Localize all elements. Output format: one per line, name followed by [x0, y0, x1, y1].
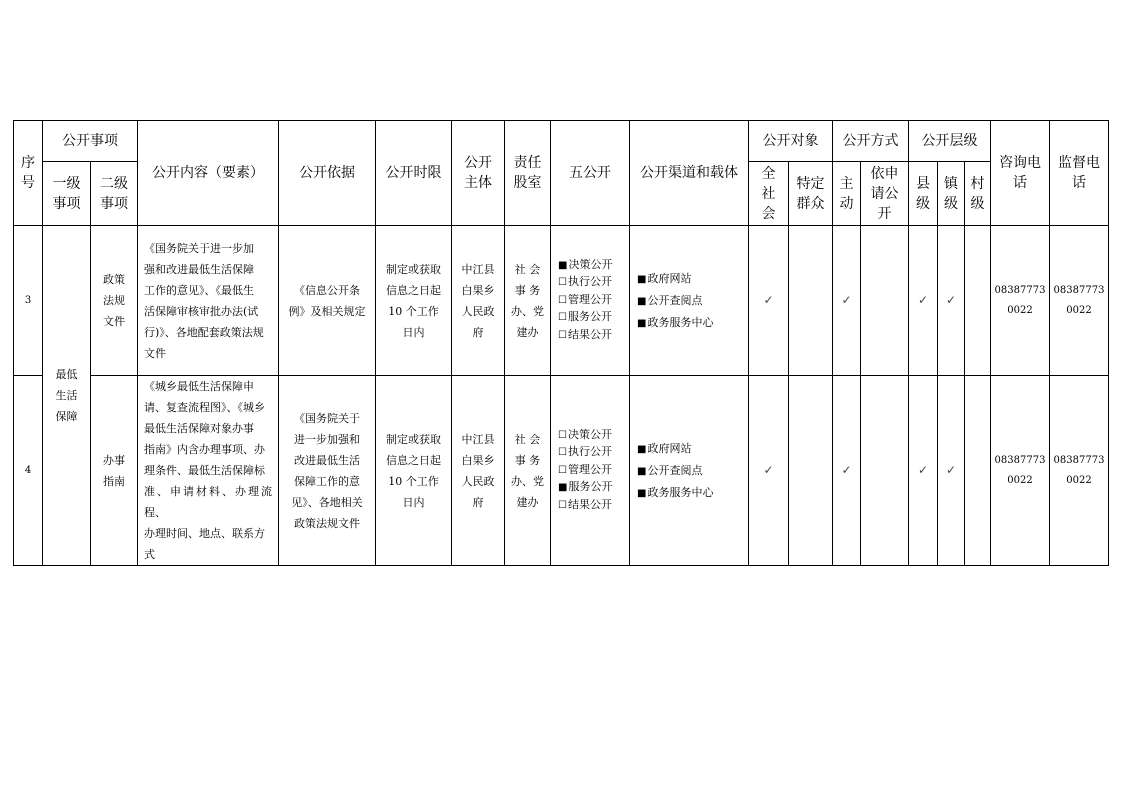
row-level2: 办事 指南 — [91, 376, 138, 566]
check-level-town: ✓ — [938, 226, 965, 376]
row-channel-list — [630, 226, 749, 376]
channel-item: ■政府网站 — [637, 441, 692, 455]
row-subject: 中江县 白果乡 人民政 府 — [452, 226, 505, 376]
five-item: ☐执行公开 — [558, 445, 612, 459]
header-target-specific: 特定 群众 — [789, 162, 833, 226]
check-target-all: ✓ — [749, 226, 789, 376]
header-target-all: 全 社 会 — [749, 162, 789, 226]
check-method-active: ✓ — [833, 376, 861, 566]
five-item: ■决策公开 — [558, 257, 613, 271]
five-item: ☐服务公开 — [558, 310, 612, 324]
header-seq: 序 号 — [14, 121, 43, 226]
header-method: 公开方式 — [833, 121, 909, 162]
header-level-county: 县 级 — [909, 162, 938, 226]
five-item: ☐管理公开 — [558, 292, 612, 306]
disclosure-table — [13, 120, 1109, 566]
channel-item: ■公开查阅点 — [637, 463, 703, 477]
row-content: 《国务院关于进一步加 强和改进最低生活保障 工作的意见》、《最低生 活保障审核审批办法(试 行)》、各地配套政策法规 文件 — [138, 226, 279, 376]
five-item: ☐决策公开 — [558, 427, 612, 441]
check-target-specific — [789, 226, 833, 376]
five-item: ☐管理公开 — [558, 462, 612, 476]
header-supervise-phone: 监督电 话 — [1050, 121, 1109, 226]
header-five: 五公开 — [551, 121, 630, 226]
row-office: 社 会 事 务 办、党 建办 — [505, 226, 551, 376]
header-level-town: 镇 级 — [938, 162, 965, 226]
check-level-county: ✓ — [909, 226, 938, 376]
header-row-1 — [14, 121, 1109, 162]
five-item: ☐执行公开 — [558, 275, 612, 289]
header-public-item: 公开事项 — [43, 121, 138, 162]
row-office: 社 会 事 务 办、党 建办 — [505, 376, 551, 566]
row-timelimit: 制定或获取 信息之日起 10 个工作 日内 — [376, 226, 452, 376]
row-content: 《城乡最低生活保障申 请、复查流程图》、《城乡 最低生活保障对象办事 指南》内含办理事项、办 理条件、最低生活保障标 准、申请材料、办理流程、 办理时间、地点、联系方 式 — [138, 376, 279, 566]
header-level-village: 村 级 — [965, 162, 991, 226]
consult-phone: 08387773 0022 — [991, 226, 1050, 376]
header-basis: 公开依据 — [279, 121, 376, 226]
row-channel-list — [630, 376, 749, 566]
row-level2: 政策 法规 文件 — [91, 226, 138, 376]
row-five-list — [551, 376, 630, 566]
header-office: 责任 股室 — [505, 121, 551, 226]
row-subject: 中江县 白果乡 人民政 府 — [452, 376, 505, 566]
row-seq: 4 — [14, 376, 43, 566]
check-target-specific — [789, 376, 833, 566]
header-level1: 一级 事项 — [43, 162, 91, 226]
supervise-phone: 08387773 0022 — [1050, 376, 1109, 566]
header-consult-phone: 咨询电 话 — [991, 121, 1050, 226]
five-item: ☐结果公开 — [558, 497, 612, 511]
supervise-phone: 08387773 0022 — [1050, 226, 1109, 376]
check-level-county: ✓ — [909, 376, 938, 566]
header-timelimit: 公开时限 — [376, 121, 452, 226]
row-basis: 《国务院关于 进一步加强和 改进最低生活 保障工作的意 见》、各地相关 政策法规文件 — [279, 376, 376, 566]
header-method-request: 依申 请公 开 — [861, 162, 909, 226]
check-level-village — [965, 226, 991, 376]
header-method-active: 主 动 — [833, 162, 861, 226]
channel-item: ■政务服务中心 — [637, 315, 714, 329]
header-content: 公开内容（要素） — [138, 121, 279, 226]
row-basis: 《信息公开条 例》及相关规定 — [279, 226, 376, 376]
level1-item: 最低 生活 保障 — [43, 226, 91, 566]
header-subject: 公开 主体 — [452, 121, 505, 226]
five-item: ☐结果公开 — [558, 327, 612, 341]
check-method-request — [861, 226, 909, 376]
header-level2: 二级 事项 — [91, 162, 138, 226]
row-five-list — [551, 226, 630, 376]
channel-item: ■公开查阅点 — [637, 293, 703, 307]
header-channel: 公开渠道和载体 — [630, 121, 749, 226]
check-level-village — [965, 376, 991, 566]
check-level-town: ✓ — [938, 376, 965, 566]
check-target-all: ✓ — [749, 376, 789, 566]
check-method-request — [861, 376, 909, 566]
channel-item: ■政务服务中心 — [637, 485, 714, 499]
row-seq: 3 — [14, 226, 43, 376]
header-target: 公开对象 — [749, 121, 833, 162]
table-row — [14, 226, 1109, 376]
header-level: 公开层级 — [909, 121, 991, 162]
consult-phone: 08387773 0022 — [991, 376, 1050, 566]
row-timelimit: 制定或获取 信息之日起 10 个工作 日内 — [376, 376, 452, 566]
five-item: ■服务公开 — [558, 480, 613, 494]
check-method-active: ✓ — [833, 226, 861, 376]
channel-item: ■政府网站 — [637, 271, 692, 285]
table-row — [14, 376, 1109, 566]
